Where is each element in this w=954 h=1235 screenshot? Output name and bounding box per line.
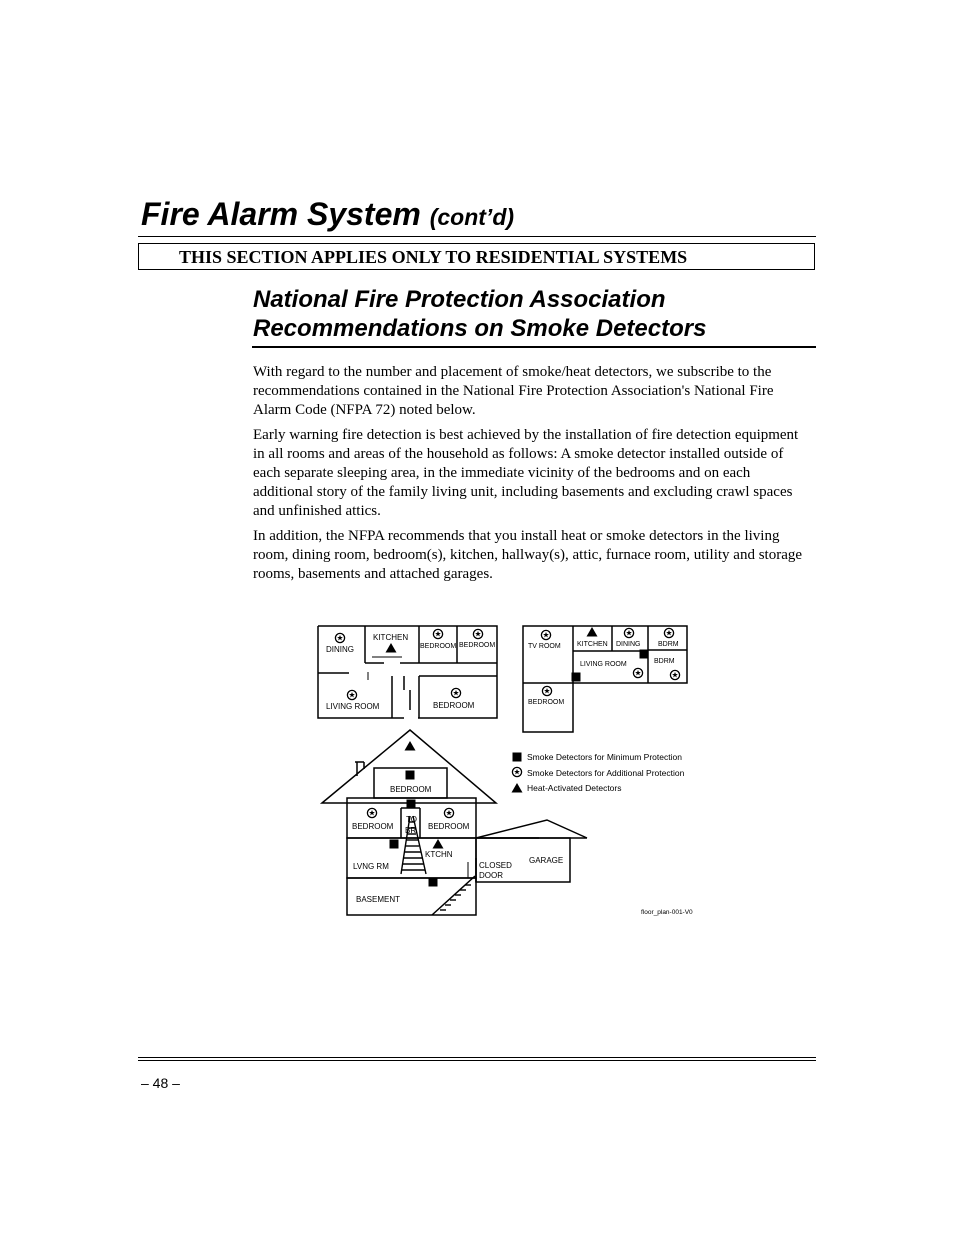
room-label: KTCHN	[425, 850, 453, 859]
smoke-detector-minimum-icon	[390, 840, 399, 849]
smoke-detector-additional-icon	[335, 633, 344, 642]
heat-detector-icon	[587, 627, 598, 637]
room-label: DOOR	[479, 871, 503, 880]
room-label: KITCHEN	[373, 633, 409, 642]
smoke-detector-minimum-icon	[572, 673, 581, 682]
room-label: BR	[405, 826, 417, 835]
legend-label-heat: Heat-Activated Detectors	[527, 783, 622, 793]
residential-notice: THIS SECTION APPLIES ONLY TO RESIDENTIAL SYSTEMS	[138, 243, 815, 270]
room-label: LIVING ROOM	[326, 702, 380, 711]
room-label: BDRM	[654, 658, 675, 665]
title-rule	[138, 236, 816, 237]
footer-rule	[138, 1057, 816, 1058]
heat-detector-icon	[386, 643, 397, 653]
room-label: TV ROOM	[528, 643, 561, 650]
heading-rule	[252, 346, 816, 348]
room-label: BEDROOM	[390, 785, 432, 794]
room-label: BEDROOM	[428, 822, 470, 831]
smoke-detector-minimum-icon	[406, 771, 415, 780]
section-heading-line1: National Fire Protection Association	[253, 286, 666, 313]
room-label: BDRM	[658, 641, 679, 648]
room-label: BEDROOM	[352, 822, 394, 831]
smoke-detector-minimum-icon	[407, 800, 416, 809]
room-label: DINING	[616, 641, 641, 648]
room-label: DINING	[326, 645, 354, 654]
smoke-detector-additional-icon	[347, 690, 356, 699]
page-title-suffix: (cont’d)	[429, 204, 515, 230]
room-label: LIVING ROOM	[580, 661, 627, 668]
section-heading	[253, 285, 813, 343]
room-label: GARAGE	[529, 856, 564, 865]
room-label: BEDROOM	[433, 701, 475, 710]
heat-detector-icon	[405, 741, 416, 751]
room-label: BEDROOM	[459, 642, 496, 649]
room-label: CLOSED	[479, 861, 512, 870]
smoke-detector-additional-icon	[664, 628, 673, 637]
legend	[512, 752, 685, 793]
smoke-detector-minimum-icon	[429, 878, 438, 887]
room-label: BASEMENT	[356, 895, 401, 904]
paragraph: Early warning fire detection is best achieved by the installation of fire detection equipment in all rooms and areas of the household as follows: A smoke detector installed outside of each separate sleeping area, in the immediate vicinity of the bedrooms and on each additional story of the family living unit, including basements and excluding crawl spaces and unfinished attics.	[253, 427, 799, 519]
paragraph: With regard to the number and placement of smoke/heat detectors, we subscribe to the recommendations contained in the National Fire Protection Association's National Fire Alarm Code (NFPA 72) noted below.	[253, 364, 774, 418]
smoke-detector-additional-icon	[670, 670, 679, 679]
footer-rule	[138, 1060, 816, 1061]
section-heading-line2: Recommendations on Smoke Detectors	[253, 315, 707, 342]
smoke-detector-minimum-icon	[513, 753, 522, 762]
room-label: BEDROOM	[420, 643, 457, 650]
heat-detector-icon	[512, 783, 523, 793]
smoke-detector-minimum-icon	[640, 650, 649, 659]
smoke-detector-additional-icon	[512, 767, 521, 776]
body-text	[253, 363, 813, 590]
room-label: BEDROOM	[528, 699, 565, 706]
smoke-detector-additional-icon	[633, 668, 642, 677]
heat-detector-icon	[433, 839, 444, 849]
smoke-detector-additional-icon	[473, 629, 482, 638]
smoke-detector-additional-icon	[542, 686, 551, 695]
room-label: KITCHEN	[577, 641, 608, 648]
legend-label-additional: Smoke Detectors for Additional Protection	[527, 768, 685, 778]
smoke-detector-additional-icon	[433, 629, 442, 638]
room-label: LVNG RM	[353, 862, 389, 871]
paragraph: In addition, the NFPA recommends that you install heat or smoke detectors in the living room, dining room, bedroom(s), kitchen, hallway(s), attic, furnace room, utility and storage rooms, basements and attached garages.	[253, 528, 803, 582]
smoke-detector-additional-icon	[444, 808, 453, 817]
smoke-detector-additional-icon	[541, 630, 550, 639]
smoke-detector-additional-icon	[367, 808, 376, 817]
page-title	[141, 193, 514, 238]
page-title-main: Fire Alarm System	[141, 196, 421, 232]
room-label: TO	[406, 815, 417, 824]
smoke-detector-additional-icon	[624, 628, 633, 637]
smoke-detector-additional-icon	[451, 688, 460, 697]
legend-label-minimum: Smoke Detectors for Minimum Protection	[527, 752, 682, 762]
page-number: – 48 –	[141, 1075, 180, 1091]
floor-plan-diagram	[300, 615, 730, 935]
figure-id: floor_plan-001-V0	[641, 909, 693, 916]
